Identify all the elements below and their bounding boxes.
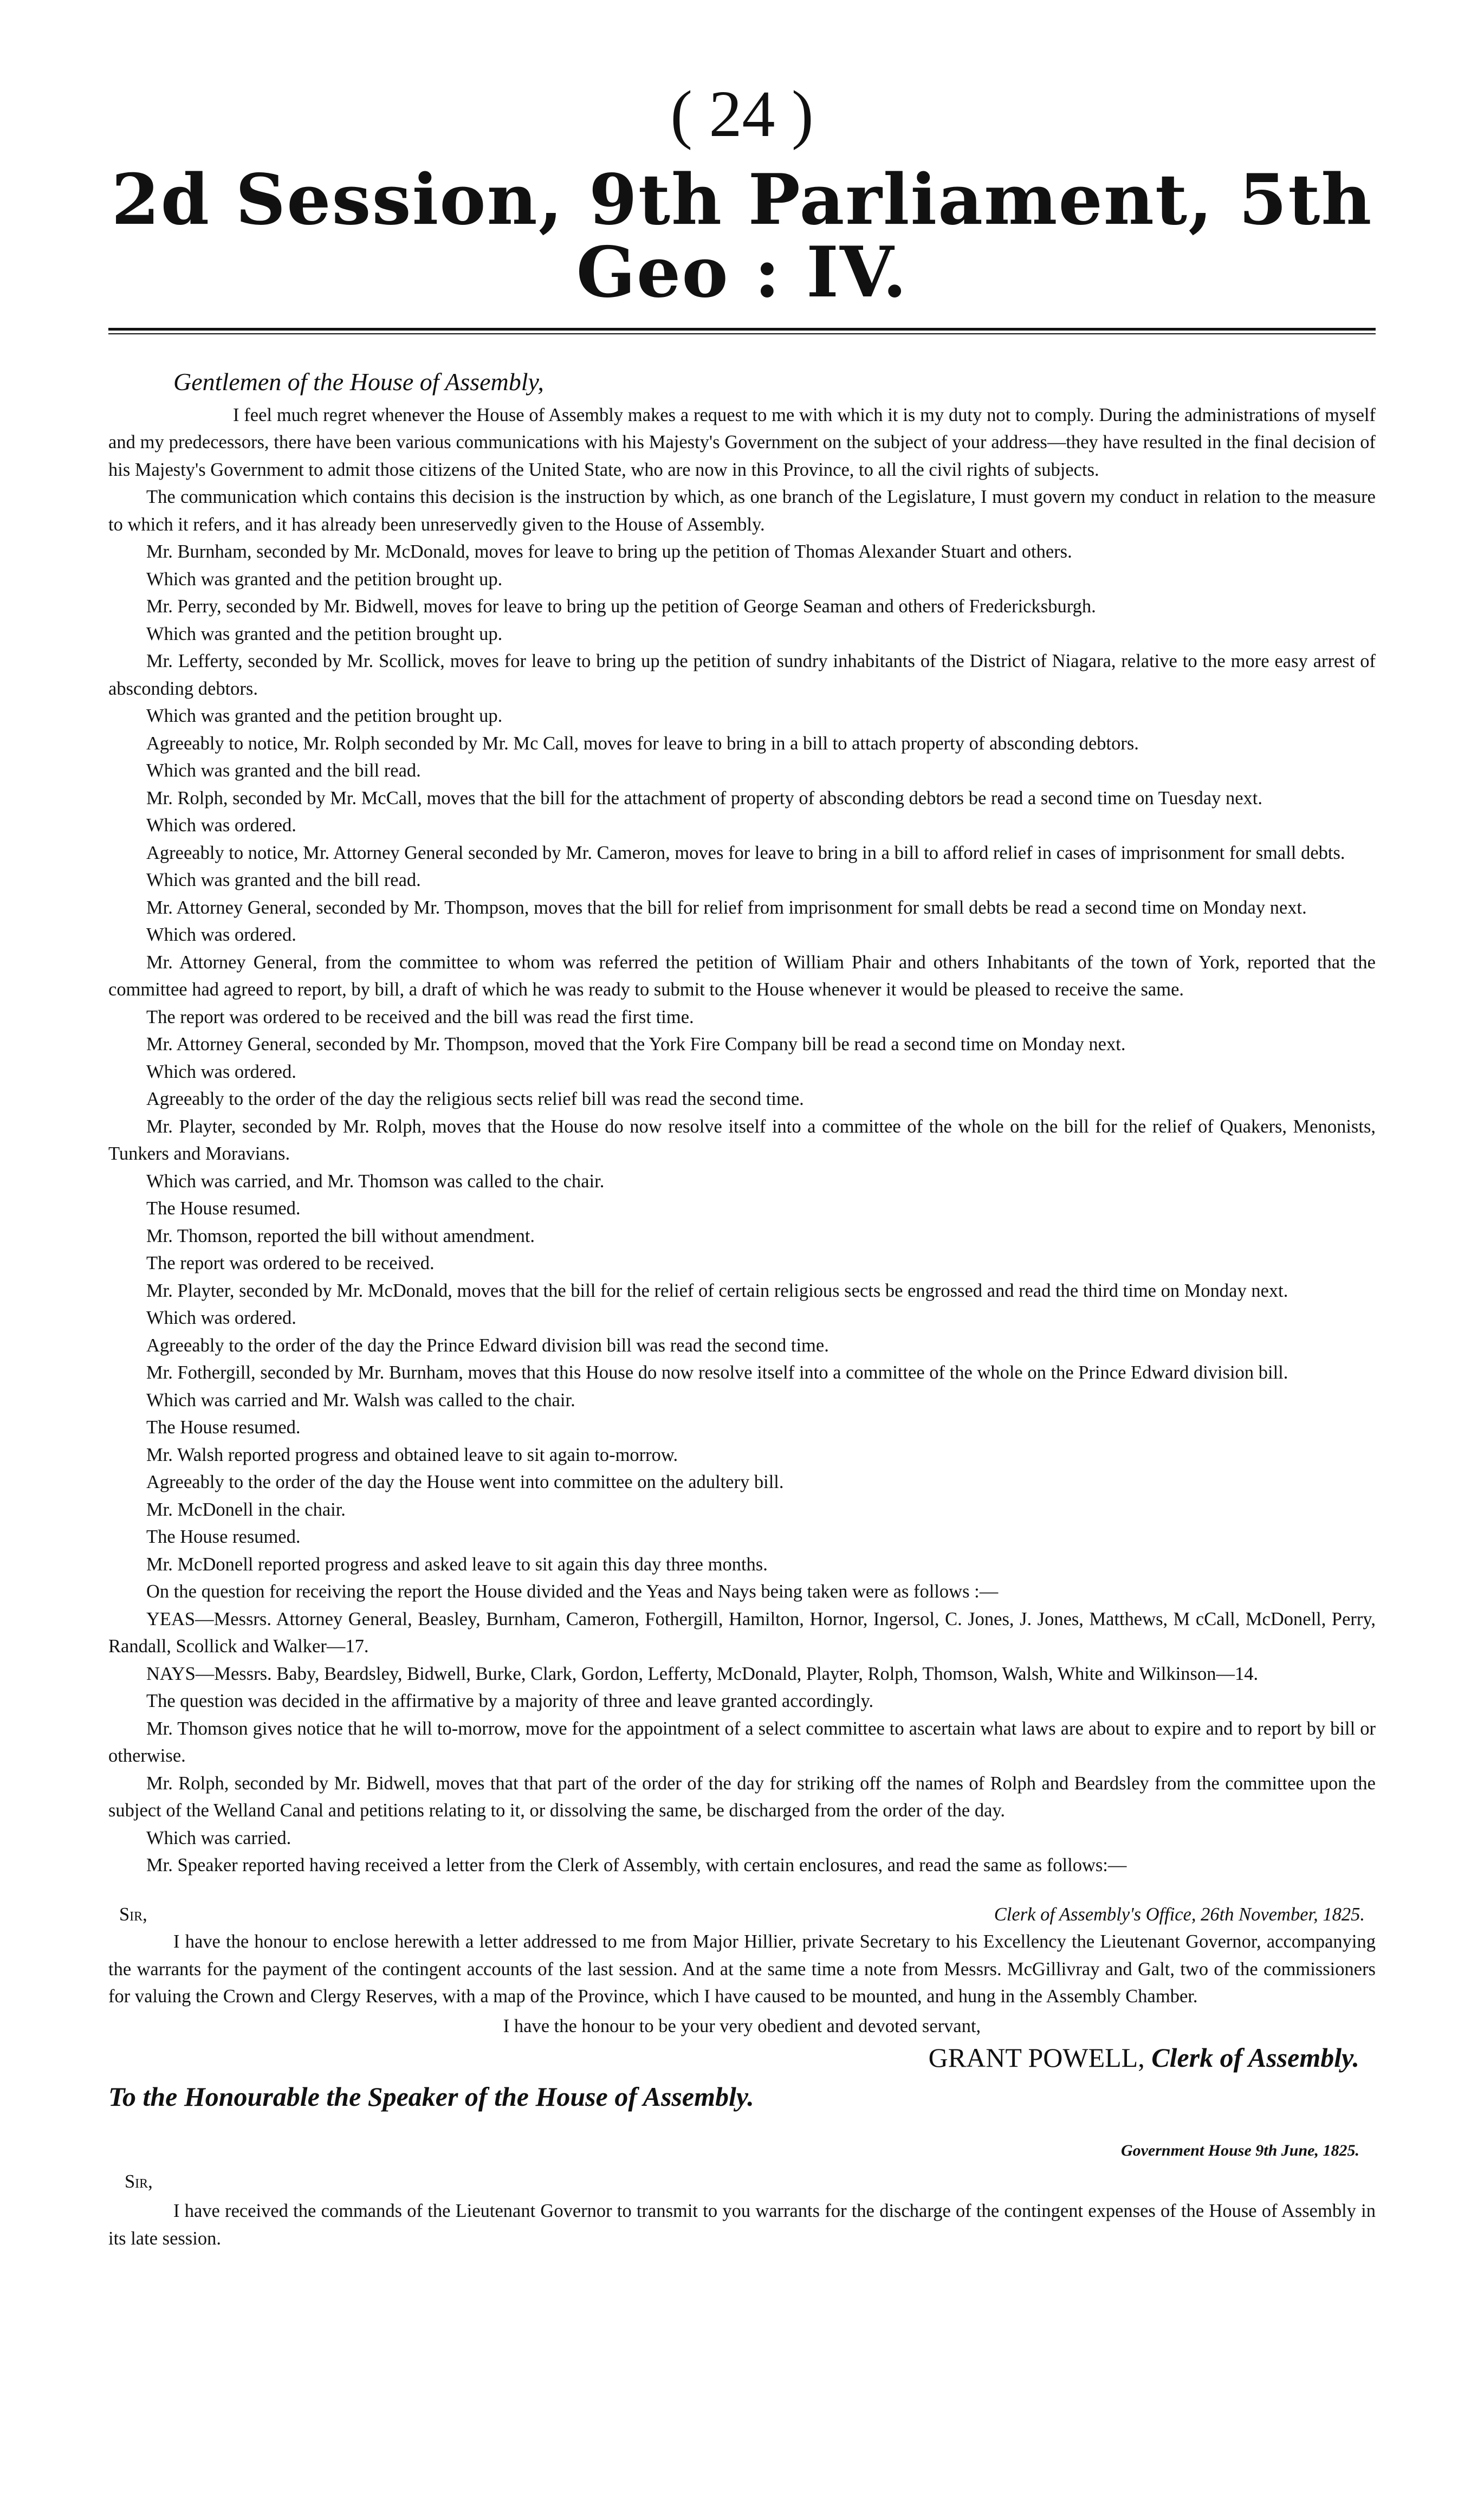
proceeding-paragraph: Agreeably to the order of the day the religious sects relief bill was read the second time. xyxy=(146,1089,804,1110)
proceeding-paragraph: Mr. Walsh reported progress and obtained leave to sit again to-morrow. xyxy=(146,1444,678,1465)
proceeding-paragraph: Mr. McDonell reported progress and asked leave to sit again this day three months. xyxy=(146,1554,768,1575)
letter2-dateline: Government House 9th June, 1825. xyxy=(1120,2142,1359,2160)
proceeding-paragraph: Which was ordered. xyxy=(146,924,296,946)
proceeding-paragraph: The House resumed. xyxy=(146,1198,301,1219)
letter-header xyxy=(108,1901,1376,1929)
letter2-body: I have received the commands of the Lieutenant Governor to transmit to you warrants for the discharge of the contingent expenses of the House of Assembly in its late session. xyxy=(108,2201,1376,2249)
proceeding-paragraph: The House resumed. xyxy=(146,1417,301,1438)
proceeding-paragraph: Agreeably to notice, Mr. Attorney General seconded by Mr. Cameron, moves for leave to bring in a bill to afford relief in cases of imprisonment for small debts. xyxy=(146,842,1345,863)
proceeding-paragraph: Which was carried, and Mr. Thomson was called to the chair. xyxy=(146,1170,605,1192)
proceeding-paragraph: The House resumed. xyxy=(146,1527,301,1548)
proceeding-paragraph: Mr. Playter, seconded by Mr. Rolph, moves that the House do now resolve itself into a committee of the whole on the bill for the relief of Quakers, Menonists, Tunkers and Moravians. xyxy=(108,1116,1376,1165)
proceeding-paragraph: Mr. Thomson, reported the bill without amendment. xyxy=(146,1225,535,1246)
proceeding-paragraph: Which was granted and the petition brought up. xyxy=(146,568,503,590)
proceeding-paragraph: Which was granted and the bill read. xyxy=(146,760,421,781)
proceeding-paragraph: Mr. Rolph, seconded by Mr. McCall, moves that the bill for the attachment of property of absconding debtors be read a second time on Tuesday next. xyxy=(146,787,1262,809)
letter2-salutation: Sir, xyxy=(125,2171,153,2192)
proceeding-paragraph: Which was carried. xyxy=(146,1827,291,1848)
page-number: ( 24 ) xyxy=(670,77,814,151)
proceeding-paragraph: Which was granted and the petition brought up. xyxy=(146,623,503,644)
proceeding-paragraph: YEAS—Messrs. Attorney General, Beasley, Burnham, Cameron, Fothergill, Hamilton, Hornor, Ingersol, C. Jones, J. Jones, Matthews, M cCall, McDonell, Perry, Randall, Scollick and Walker—17. xyxy=(108,1608,1376,1657)
letter-signature xyxy=(108,2040,1376,2075)
proceeding-paragraph: Mr. Thomson gives notice that he will to-morrow, move for the appointment of a select committee to ascertain what laws are about to expire and to report by bill or otherwise. xyxy=(108,1718,1376,1767)
journal-body xyxy=(108,367,1376,2253)
proceeding-paragraph: Which was granted and the petition brought up. xyxy=(146,706,503,727)
letter-clerk xyxy=(108,1901,1376,2116)
proceeding-paragraph: Mr. Rolph, seconded by Mr. Bidwell, moves that that part of the order of the day for striking off the names of Rolph and Beardsley from the committee upon the subject of the Welland Canal and petitions relating to it, or dissolving the same, be discharged from the order of the day. xyxy=(108,1773,1376,1821)
proceeding-paragraph: Which was ordered. xyxy=(146,815,296,836)
proceeding-paragraph: Which was granted and the bill read. xyxy=(146,870,421,891)
proceeding-paragraph: Agreeably to notice, Mr. Rolph seconded by Mr. Mc Call, moves for leave to bring in a bill to attach property of absconding debtors. xyxy=(146,733,1139,754)
signature-name: GRANT POWELL, xyxy=(928,2042,1145,2073)
proceeding-paragraph: Mr. Attorney General, seconded by Mr. Thompson, moved that the York Fire Company bill be read a second time on Monday next. xyxy=(146,1034,1126,1055)
letter-government-house xyxy=(108,2137,1376,2252)
proceeding-paragraph: Mr. Fothergill, seconded by Mr. Burnham, moves that this House do now resolve itself into a committee of the whole on the Prince Edward division bill. xyxy=(146,1362,1288,1383)
letter-salutation: Sir, xyxy=(119,1904,147,1925)
title-rule xyxy=(108,328,1376,334)
proceeding-paragraph: Which was ordered. xyxy=(146,1308,296,1329)
letter-closing: I have the honour to be your very obedient and devoted servant, xyxy=(503,2015,981,2036)
proceeding-paragraph: Mr. Burnham, seconded by Mr. McDonald, moves for leave to bring up the petition of Thomas Alexander Stuart and others. xyxy=(146,541,1072,562)
proceeding-paragraph: Agreeably to the order of the day the House went into committee on the adultery bill. xyxy=(146,1472,784,1493)
salutation: Gentlemen of the House of Assembly, xyxy=(173,367,544,396)
proceeding-paragraph: On the question for receiving the report the House divided and the Yeas and Nays being taken were as follows :— xyxy=(146,1581,999,1602)
page-title: 2d Session, 9th Parliament, 5th Geo : IV. xyxy=(111,159,1373,314)
proceeding-paragraph: The report was ordered to be received and the bill was read the first time. xyxy=(146,1006,694,1027)
proceeding-paragraph: Which was carried and Mr. Walsh was called to the chair. xyxy=(146,1389,575,1411)
proceeding-paragraph: The communication which contains this decision is the instruction by which, as one branch of the Legislature, I must govern my conduct in relation to the measure to which it refers, and it has already been unreservedly given to the House of Assembly. xyxy=(108,487,1376,535)
proceeding-paragraph: NAYS—Messrs. Baby, Beardsley, Bidwell, Burke, Clark, Gordon, Lefferty, McDonald, Playter, Rolph, Thomson, Walsh, White and Wilkinson—14. xyxy=(146,1663,1259,1684)
proceeding-paragraph: Mr. Playter, seconded by Mr. McDonald, moves that the bill for the relief of certain religious sects be engrossed and read the third time on Monday next. xyxy=(146,1280,1288,1301)
letter-addressee: To the Honourable the Speaker of the House of Assembly. xyxy=(108,2081,754,2112)
letter-body: I have the honour to enclose herewith a letter addressed to me from Major Hillier, private Secretary to his Excellency the Lieutenant Governor, accompanying the warrants for the payment of the contingent accounts of the last session. And at the same time a note from Messrs. McGillivray and Galt, two of the commissioners for valuing the Crown and Clergy Reserves, with a map of the Province, which I have caused to be mounted, and hung in the Assembly Chamber. xyxy=(108,1931,1376,2007)
proceeding-paragraph: Mr. Lefferty, seconded by Mr. Scollick, moves for leave to bring up the petition of sundry inhabitants of the District of Niagara, relative to the more easy arrest of absconding debtors. xyxy=(108,651,1376,699)
proceeding-paragraph: Mr. Speaker reported having received a letter from the Clerk of Assembly, with certain enclosures, and read the same as follows:— xyxy=(146,1855,1127,1876)
proceeding-paragraph: The question was decided in the affirmative by a majority of three and leave granted accordingly. xyxy=(146,1691,874,1712)
proceeding-paragraph: Mr. McDonell in the chair. xyxy=(146,1499,346,1520)
letter-dateline: Clerk of Assembly's Office, 26th November, 1825. xyxy=(994,1904,1365,1925)
proceeding-paragraph: The report was ordered to be received. xyxy=(146,1253,435,1274)
proceedings xyxy=(108,402,1376,1879)
signature-role: Clerk of Assembly. xyxy=(1151,2042,1359,2073)
proceeding-paragraph: Mr. Attorney General, from the committee to whom was referred the petition of William Phair and others Inhabitants of the town of York, reported that the committee had agreed to report, by bill, a draft of which he was ready to submit to the House whenever it would be pleased to receive the same. xyxy=(108,952,1376,1000)
proceeding-paragraph: I feel much regret whenever the House of Assembly makes a request to me with which it is my duty not to comply. During the administrations of myself and my predecessors, there have been various communications with his Majesty's Government on the subject of your address—they have resulted in the final decision of his Majesty's Government to admit those citizens of the United State, who are now in this Province, to all the civil rights of subjects. xyxy=(108,404,1376,480)
proceeding-paragraph: Mr. Perry, seconded by Mr. Bidwell, moves for leave to bring up the petition of George Seaman and others of Fredericksburgh. xyxy=(146,596,1096,617)
proceeding-paragraph: Mr. Attorney General, seconded by Mr. Thompson, moves that the bill for relief from imprisonment for small debts be read a second time on Monday next. xyxy=(146,897,1307,918)
proceeding-paragraph: Agreeably to the order of the day the Prince Edward division bill was read the second time. xyxy=(146,1335,829,1356)
proceeding-paragraph: Which was ordered. xyxy=(146,1061,296,1082)
